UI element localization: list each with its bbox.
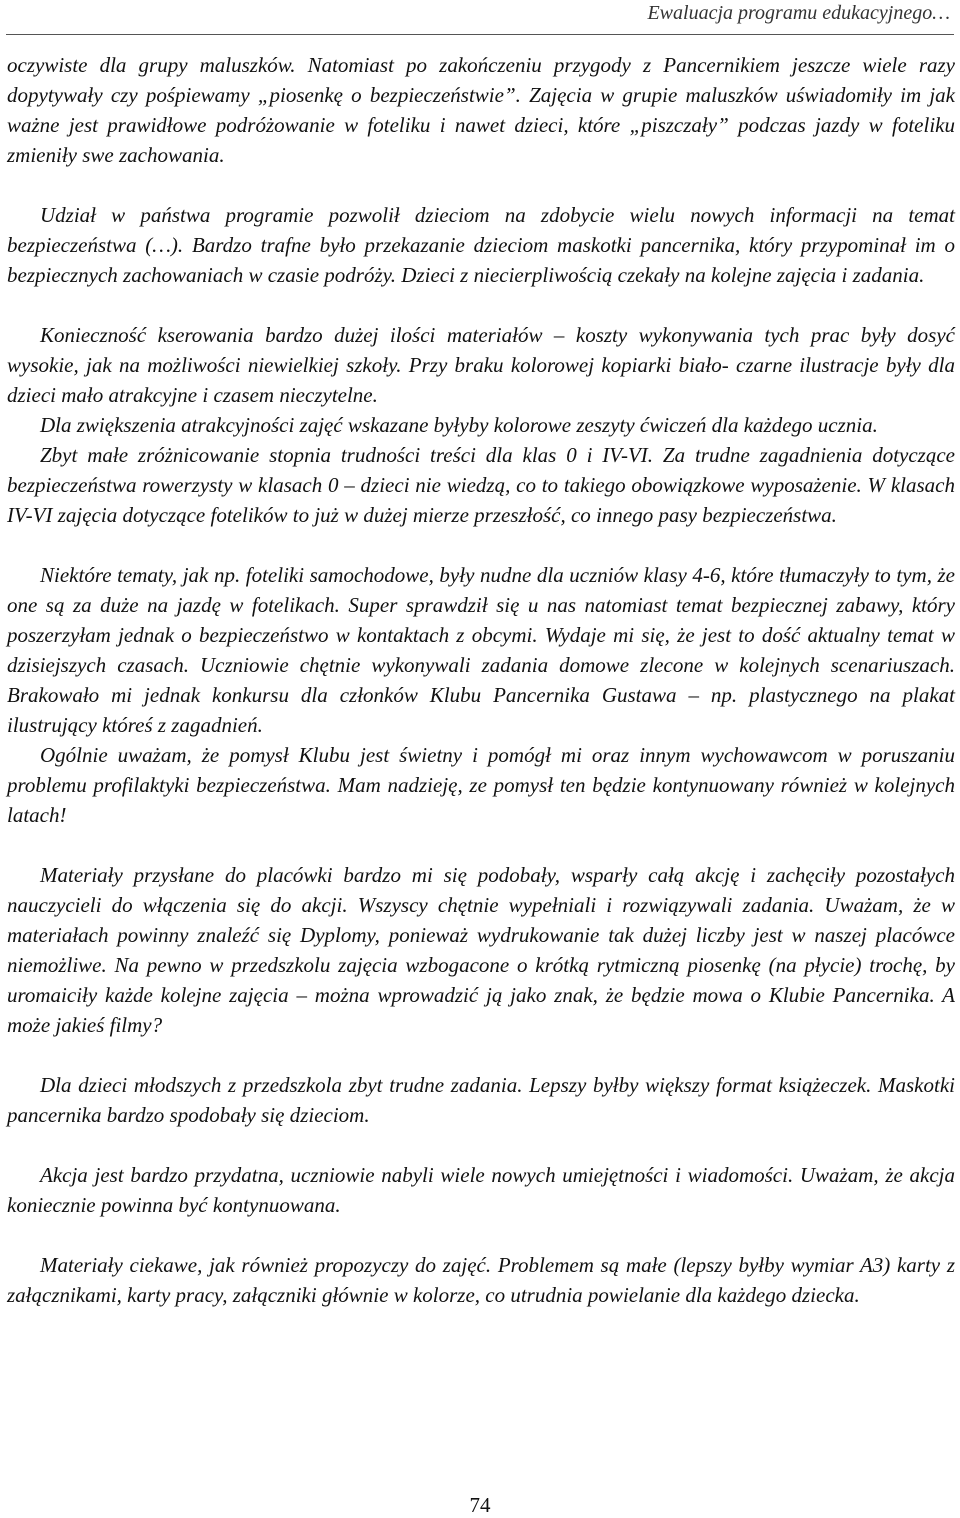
paragraph: Materiały ciekawe, jak również propozyczy do zajęć. Problemem są małe (lepszy byłby wymiar A3) karty z załącznikami, karty pracy, załączniki głównie w kolorze, co utrudnia powielanie dla każdego dziecka.: [7, 1253, 955, 1307]
paragraph: Konieczność kserowania bardzo dużej ilości materiałów – koszty wykonywania tych prac były dosyć wysokie, jak na możliwości niewielkiej szkoły. Przy braku kolorowej kopiarki biało- czarne ilustracje były dla dzieci mało atrakcyjne i czasem nieczytelne.: [7, 323, 955, 407]
paragraph: Akcja jest bardzo przydatna, uczniowie nabyli wiele nowych umiejętności i wiadomości. Uważam, że akcja koniecznie powinna być kontynuowana.: [7, 1163, 955, 1217]
paragraph: Dla dzieci młodszych z przedszkola zbyt trudne zadania. Lepszy byłby większy format książeczek. Maskotki pancernika bardzo spodobały się dzieciom.: [7, 1073, 955, 1127]
paragraph: Udział w państwa programie pozwolił dzieciom na zdobycie wielu nowych informacji na temat bezpieczeństwa (…). Bardzo trafne było przekazanie dzieciom maskotki pancernika, który przypominał im o bezpiecznych zachowaniach w czasie podróży. Dzieci z niecierpliwością czekały na kolejne zajęcia i zadania.: [7, 203, 955, 287]
page-number: 74: [469, 1493, 491, 1517]
paragraph: Dla zwiększenia atrakcyjności zajęć wskazane byłyby kolorowe zeszyty ćwiczeń dla każdego ucznia.: [40, 413, 878, 437]
header-divider: [6, 34, 954, 35]
running-header: Ewaluacja programu edukacyjnego…: [647, 2, 950, 24]
paragraph: Niektóre tematy, jak np. foteliki samochodowe, były nudne dla uczniów klasy 4-6, które tłumaczyły to tym, że one są za duże na jazdę w fotelikach. Super sprawdził się u nas natomiast temat bezpiecznej zabawy, który poszerzyłam jednak o bezpieczeństwo w kontaktach z obcymi. Wydaje mi się, że jest to dość aktualny temat w dzisiejszych czasach. Uczniowie chętnie wykonywali zadania domowe zlecone w kolejnych scenariuszach. Brakowało mi jednak konkursu dla członków Klubu Pancernika Gustawa – np. plastycznego na plakat ilustrujący któreś z zagadnień.: [7, 563, 955, 737]
document-body: [7, 50, 955, 1310]
paragraph: Zbyt małe zróżnicowanie stopnia trudności treści dla klas 0 i IV-VI. Za trudne zagadnienia dotyczące bezpieczeństwa rowerzysty w klasach 0 – dzieci nie wiedzą, co to takiego obowiązkowe wyposażenie. W klasach IV-VI zajęcia dotyczące fotelików to już w dużej mierze przeszłość, co innego pasy bezpieczeństwa.: [7, 443, 955, 527]
paragraph: oczywiste dla grupy maluszków. Natomiast po zakończeniu przygody z Pancernikiem jeszcze wiele razy dopytywały czy pośpiewamy „piosenkę o bezpieczeństwie”. Zajęcia w grupie maluszków uświadomiły im jak ważne jest prawidłowe podróżowanie w foteliku i nawet dzieci, które „piszczały” podczas jazdy w foteliku zmieniły swe zachowania.: [7, 53, 955, 167]
paragraph: Ogólnie uważam, że pomysł Klubu jest świetny i pomógł mi oraz innym wychowawcom w poruszaniu problemu profilaktyki bezpieczeństwa. Mam nadzieję, ze pomysł ten będzie kontynuowany również w kolejnych latach!: [7, 743, 955, 827]
paragraph: Materiały przysłane do placówki bardzo mi się podobały, wsparły całą akcję i zachęciły pozostałych nauczycieli do włączenia się do akcji. Wszyscy chętnie wypełniali i rozwiązywali zadania. Uważam, że w materiałach powinny znaleźć się Dyplomy, ponieważ wydrukowanie tak dużej liczby jest w naszej placówce niemożliwe. Na pewno w przedszkolu zajęcia wzbogacone o krótką rytmiczną piosenkę (na płycie) trochę, by uromaiciły każde kolejne zajęcia – można wprowadzić ją jako znak, że będzie mowa o Klubie Pancernika. A może jakieś filmy?: [7, 863, 955, 1037]
